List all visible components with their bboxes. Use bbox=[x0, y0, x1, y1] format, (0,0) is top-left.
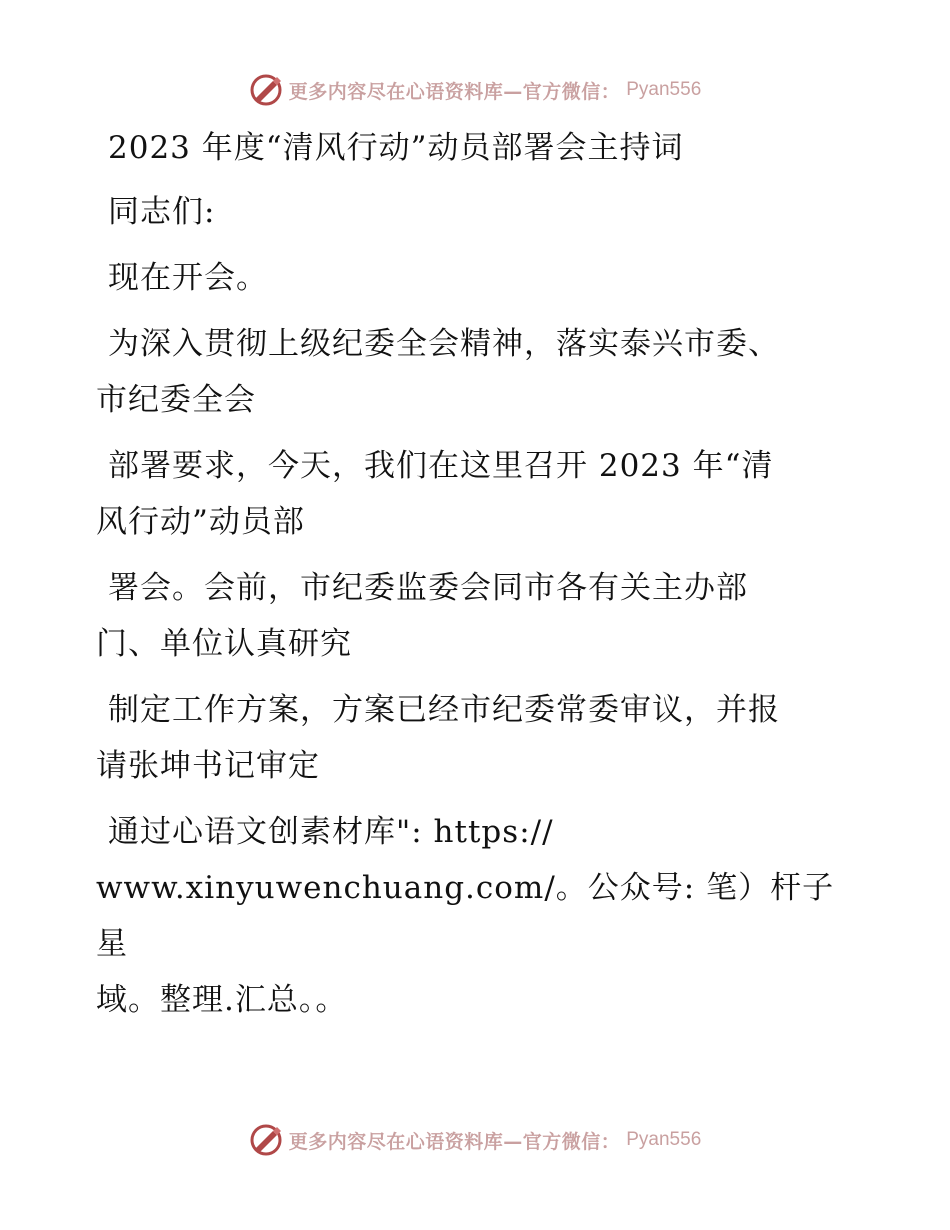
paragraph bbox=[96, 682, 856, 794]
paragraph bbox=[96, 316, 856, 428]
footer-watermark bbox=[0, 1120, 950, 1160]
paragraph-line: 为深入贯彻上级纪委全会精神，落实泰兴市委、 bbox=[108, 326, 780, 362]
paragraph bbox=[96, 184, 856, 240]
paragraph bbox=[96, 438, 856, 550]
paragraph-line: 域。整理.汇总。。 bbox=[96, 982, 348, 1018]
watermark-text: 更多内容尽在心语资料库—官方微信： bbox=[288, 80, 621, 103]
watermark-handle: Pyan556 bbox=[626, 1129, 702, 1150]
paragraph-line: 门、单位认真研究 bbox=[96, 626, 352, 662]
paragraph-line: 部署要求，今天，我们在这里召开 2023 年“清 bbox=[108, 448, 774, 484]
paragraph bbox=[96, 804, 856, 1028]
paragraph bbox=[96, 250, 856, 306]
paragraph-line: 署会。会前，市纪委监委会同市各有关主办部 bbox=[108, 570, 748, 606]
pen-logo-icon bbox=[249, 73, 283, 107]
paragraph bbox=[96, 560, 856, 672]
paragraph-line: 现在开会。 bbox=[108, 260, 268, 296]
paragraph-line: 市纪委全会 bbox=[96, 382, 256, 418]
document-body bbox=[96, 120, 856, 1038]
pen-logo-icon bbox=[249, 1123, 283, 1157]
paragraph-line: 风行动”动员部 bbox=[96, 504, 305, 540]
paragraph-line: 请张坤书记审定 bbox=[96, 748, 320, 784]
watermark-handle: Pyan556 bbox=[626, 79, 702, 100]
paragraph-line: 制定工作方案，方案已经市纪委常委审议，并报 bbox=[108, 692, 780, 728]
paragraph-line: 同志们: bbox=[108, 194, 216, 230]
header-watermark bbox=[0, 70, 950, 110]
paragraph-line: 通过心语文创素材库": https:// bbox=[108, 814, 554, 850]
document-title: 2023 年度“清风行动”动员部署会主持词 bbox=[108, 130, 684, 166]
watermark-text: 更多内容尽在心语资料库—官方微信： bbox=[288, 1130, 621, 1153]
paragraph-line: www.xinyuwenchuang.com/。公众号: 笔）杆子星 bbox=[96, 870, 835, 962]
